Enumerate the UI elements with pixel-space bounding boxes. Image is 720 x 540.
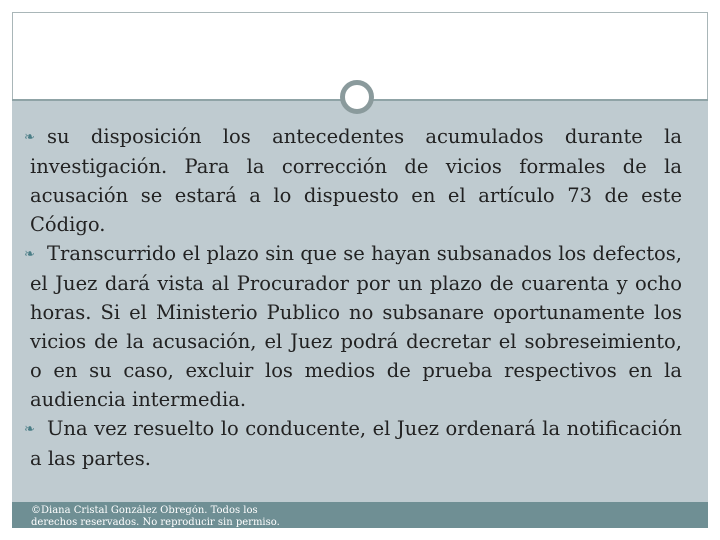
leaf-bullet-icon: ❧ (24, 130, 35, 145)
bullet-paragraph-3 (24, 414, 682, 473)
paragraph-text: Una vez resuelto lo conducente, el Juez ordenará la notificación a las partes. (30, 417, 682, 470)
bullet-paragraph-2 (24, 239, 682, 414)
paragraph-text: su disposición los antecedentes acumulados durante la investigación. Para la corrección de vicios formales de la acusación se estará a lo dispuesto en el artículo 73 de este Código. (30, 125, 682, 236)
bullet-paragraph-1 (24, 122, 682, 239)
footer-copyright: ©Diana Cristal González Obregón. Todos los derechos reservados. No reproducir sin permiso. (31, 505, 280, 527)
circle-ornament-icon (340, 80, 374, 114)
paragraph-text: Transcurrido el plazo sin que se hayan subsanados los defectos, el Juez dará vista al Procurador por un plazo de cuarenta y ocho horas. Si el Ministerio Publico no subsanare oportunamente los vicios de la acusación, el Juez podrá decretar el sobreseimiento, o en su caso, excluir los medios de prueba respectivos en la audiencia intermedia. (30, 242, 682, 411)
leaf-bullet-icon: ❧ (24, 247, 35, 262)
leaf-bullet-icon: ❧ (24, 422, 35, 437)
slide-body (24, 122, 682, 473)
